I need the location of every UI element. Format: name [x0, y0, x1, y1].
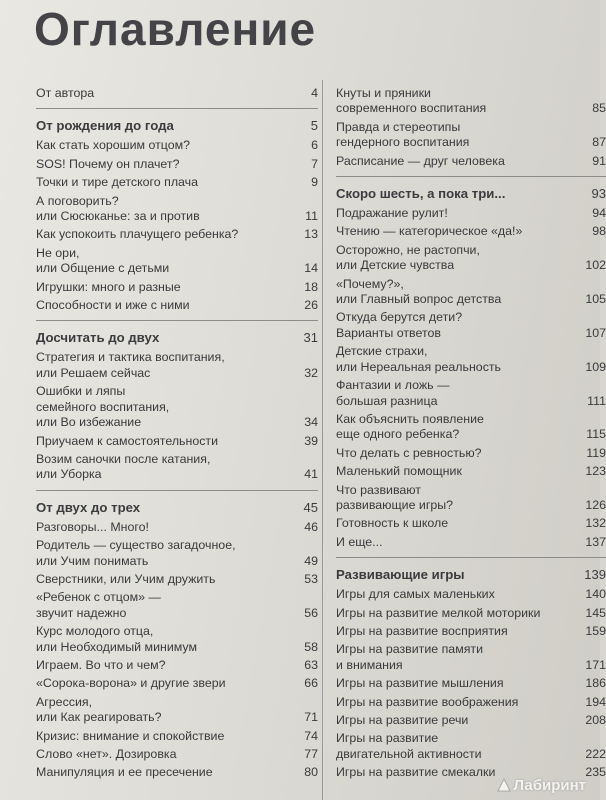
entry-page-number: 74 [304, 728, 318, 743]
entry-title-line: Приучаем к самостоятельности [36, 433, 219, 448]
toc-entry[interactable] [336, 642, 606, 673]
section-title: Развивающие игры [336, 567, 465, 583]
entry-title-line: Маленький помощник [336, 464, 462, 479]
entry-title-line: развивающие игры? [336, 497, 454, 512]
toc-entry[interactable] [336, 676, 606, 691]
entry-title-line: звучит надежно [36, 605, 127, 620]
entry-title-line: Возим саночки после катания, [36, 451, 211, 466]
entry-page-number: 46 [304, 519, 318, 534]
entry-title-line: двигательной активности [336, 746, 482, 761]
watermark-text: Лабиринт [513, 777, 586, 794]
entry-title-line: От автора [36, 86, 95, 100]
toc-entry[interactable] [36, 384, 318, 430]
section-page-number: 139 [584, 567, 606, 583]
toc-entry[interactable] [36, 765, 318, 780]
toc-entry[interactable] [36, 658, 318, 673]
entry-title-line: «Почему?», [336, 276, 404, 291]
entry-title-line: или Нереальная реальность [336, 359, 502, 374]
toc-entry[interactable] [336, 483, 606, 514]
toc-entry[interactable] [336, 713, 606, 728]
entry-page-number: 9 [311, 175, 318, 190]
entry-page-number: 49 [304, 553, 318, 568]
toc-entry[interactable] [36, 434, 318, 449]
toc-entry[interactable] [336, 154, 606, 169]
entry-page-number: 140 [585, 587, 606, 602]
entry-page-number: 63 [304, 657, 318, 672]
entry-title-line: Как стать хорошим отцом? [36, 138, 190, 153]
toc-entry[interactable] [336, 206, 606, 221]
entry-page-number: 14 [304, 261, 318, 276]
entry-title-line: Игры на развитие речи [336, 713, 469, 727]
toc-entry[interactable] [36, 246, 318, 277]
entry-page-number: 98 [592, 224, 606, 239]
entry-page-number: 77 [304, 747, 318, 761]
entry-title-line: или Сюсюканье: за и против [36, 209, 200, 224]
entry-title-line: современного воспитания [336, 101, 487, 116]
entry-page-number: 53 [304, 571, 318, 586]
section-page-number: 93 [591, 186, 606, 202]
entry-title-line: Варианты ответов [336, 325, 441, 340]
entry-title-line: Правда и стереотипы [336, 119, 461, 134]
entry-title-line: Как объяснить появление [336, 411, 484, 426]
entry-page-number: 102 [585, 258, 606, 273]
entry-title-line: Как успокоить плачущего ребенка? [36, 227, 239, 242]
entry-title-line: Точки и тире детского плача [36, 175, 199, 190]
entry-title-line: Стратегия и тактика воспитания, [36, 350, 225, 365]
entry-title-line: или Детские чувства [336, 258, 455, 273]
section-rule-top [336, 176, 606, 177]
entry-page-number: 105 [585, 292, 606, 307]
toc-entry[interactable] [36, 572, 318, 587]
toc-entry[interactable] [336, 464, 606, 479]
toc-entry[interactable] [336, 86, 606, 117]
toc-entry[interactable] [36, 86, 318, 101]
toc-entry[interactable] [36, 175, 318, 190]
entry-title-line: Игры на развитие воображения [336, 694, 519, 709]
entry-title-line: Игры для самых маленьких [336, 587, 495, 602]
entry-title-line: Что развивают [336, 482, 421, 497]
entry-title-line: Откуда берутся дети? [336, 310, 463, 325]
entry-title-line: и внимания [336, 657, 403, 672]
entry-page-number: 186 [585, 676, 606, 691]
toc-column-right [336, 86, 606, 784]
section-page-number: 45 [303, 499, 318, 515]
entry-page-number: 123 [585, 464, 606, 479]
toc-entry[interactable] [36, 227, 318, 242]
entry-page-number: 71 [304, 710, 318, 725]
toc-entry[interactable] [36, 280, 318, 295]
entry-page-number: 18 [304, 279, 318, 294]
entry-title-line: Разговоры... Много! [36, 519, 149, 534]
toc-entry[interactable] [336, 310, 606, 341]
section-page-number: 31 [303, 330, 318, 346]
toc-entry[interactable] [336, 606, 606, 621]
entry-title-line: или Решаем сейчас [36, 365, 151, 380]
entry-page-number: 222 [585, 746, 606, 761]
entry-title-line: И еще... [336, 534, 383, 549]
toc-entry[interactable] [336, 344, 606, 375]
entry-title-line: SOS! Почему он плачет? [36, 156, 180, 171]
entry-title-line: Игры на развитие мелкой моторики [336, 605, 541, 620]
section-heading[interactable] [36, 499, 318, 516]
section-heading[interactable] [336, 185, 606, 202]
toc-entry[interactable] [36, 452, 318, 483]
entry-page-number: 107 [585, 325, 606, 340]
toc-entry[interactable] [336, 624, 606, 639]
entry-page-number: 111 [587, 393, 606, 408]
entry-page-number: 159 [585, 623, 606, 638]
toc-entry[interactable] [336, 412, 606, 443]
section-heading[interactable] [336, 566, 606, 583]
entry-page-number: 145 [585, 605, 606, 620]
section-rule-top [36, 108, 318, 109]
section-rule-top [336, 557, 606, 558]
toc-entry[interactable] [336, 277, 606, 308]
toc-column-left [36, 86, 318, 784]
toc-entry[interactable] [36, 520, 318, 535]
entry-title-line: Агрессия, [36, 694, 93, 709]
entry-page-number: 11 [305, 209, 318, 224]
toc-entry[interactable] [336, 731, 606, 762]
section-title: Досчитать до двух [36, 330, 160, 346]
page-title: Оглавление [34, 3, 317, 55]
toc-entry[interactable] [36, 729, 318, 744]
toc-entry[interactable] [36, 695, 318, 726]
entry-title-line: Слово «нет». Дозировка [36, 747, 177, 761]
entry-title-line: или Как реагировать? [36, 710, 162, 725]
entry-title-line: Способности и иже с ними [36, 298, 190, 313]
entry-title-line: Готовность к школе [336, 516, 449, 531]
entry-page-number: 85 [592, 101, 606, 116]
entry-page-number: 87 [592, 135, 606, 150]
entry-title-line: или Во избежание [36, 415, 142, 430]
entry-title-line: Что делать с ревностью? [336, 445, 482, 460]
toc-entry[interactable] [336, 535, 606, 550]
toc-entry[interactable] [336, 243, 606, 274]
toc-entry[interactable] [36, 676, 318, 691]
section-rule-top [36, 490, 318, 491]
entry-title-line: или Учим понимать [36, 553, 149, 568]
entry-title-line: «Сорока-ворона» и другие звери [36, 676, 226, 691]
entry-page-number: 94 [592, 206, 606, 221]
entry-page-number: 109 [585, 359, 606, 374]
entry-title-line: Родитель — существо загадочное, [36, 538, 236, 553]
entry-page-number: 56 [304, 605, 318, 620]
section-rule-top [36, 320, 318, 321]
entry-title-line: еще одного ребенка? [336, 427, 460, 442]
entry-title-line: Осторожно, не растопчи, [336, 242, 480, 257]
entry-page-number: 66 [304, 676, 318, 691]
section-title: От рождения до года [36, 118, 174, 134]
entry-title-line: Детские страхи, [336, 344, 428, 359]
entry-page-number: 132 [585, 516, 606, 531]
section-page-number: 5 [310, 118, 318, 134]
toc-entry[interactable] [36, 157, 318, 172]
entry-title-line: Чтению — категорическое «да!» [336, 224, 523, 239]
entry-title-line: Расписание — друг человека [336, 153, 505, 168]
entry-page-number: 91 [592, 153, 606, 168]
toc-entry[interactable] [36, 194, 318, 225]
entry-page-number: 80 [304, 765, 318, 780]
entry-title-line: или Уборка [36, 467, 102, 482]
entry-page-number: 171 [585, 657, 606, 672]
entry-page-number: 194 [585, 694, 606, 709]
entry-page-number: 119 [586, 445, 606, 460]
entry-title-line: или Общение с детьми [36, 261, 170, 276]
section-heading[interactable] [36, 329, 318, 346]
entry-title-line: Игры на развитие мышления [336, 676, 504, 691]
entry-page-number: 208 [585, 713, 606, 727]
entry-title-line: Сверстники, или Учим дружить [36, 571, 216, 586]
toc-entry[interactable] [336, 224, 606, 239]
entry-title-line: гендерного воспитания [336, 135, 470, 150]
column-separator [322, 80, 323, 800]
entry-title-line: Не ори, [36, 245, 80, 260]
toc-entry[interactable] [36, 538, 318, 569]
entry-title-line: или Необходимый минимум [36, 639, 197, 654]
toc-entry[interactable] [336, 516, 606, 531]
entry-title-line: Курс молодого отца, [36, 624, 154, 639]
toc-entry[interactable] [36, 624, 318, 655]
entry-title-line: Игры на развитие смекалки [336, 765, 496, 780]
labirint-watermark [497, 777, 586, 794]
toc-entry[interactable] [36, 138, 318, 153]
entry-page-number: 235 [585, 765, 606, 780]
toc-entry[interactable] [336, 587, 606, 602]
toc-entry[interactable] [336, 378, 606, 409]
toc-entry[interactable] [36, 298, 318, 313]
entry-page-number: 26 [304, 298, 318, 313]
toc-entry[interactable] [336, 446, 606, 461]
entry-title-line: семейного воспитания, [36, 399, 170, 414]
entry-page-number: 41 [304, 467, 318, 482]
entry-page-number: 6 [311, 138, 318, 153]
section-title: От двух до трех [36, 499, 141, 515]
entry-title-line: или Главный вопрос детства [336, 292, 502, 307]
entry-title-line: Фантазии и ложь — [336, 378, 450, 393]
entry-title-line: Играем. Во что и чем? [36, 657, 166, 672]
entry-page-number: 58 [304, 639, 318, 654]
entry-title-line: Кризис: внимание и спокойствие [36, 728, 225, 743]
entry-title-line: А поговорить? [36, 193, 119, 208]
entry-title-line: Игрушки: много и разные [36, 279, 181, 294]
entry-title-line: Манипуляция и ее пресечение [36, 765, 213, 780]
entry-page-number: 4 [311, 86, 318, 100]
toc-entry[interactable] [36, 590, 318, 621]
entry-page-number: 34 [304, 415, 318, 430]
entry-title-line: Игры на развитие памяти [336, 642, 484, 657]
entry-page-number: 126 [585, 497, 606, 512]
section-title: Скоро шесть, а пока три... [336, 186, 506, 202]
labirint-logo-icon [497, 778, 511, 792]
entry-title-line: большая разница [336, 393, 438, 408]
entry-page-number: 13 [304, 227, 318, 242]
section-heading[interactable] [36, 117, 318, 134]
entry-page-number: 32 [304, 365, 318, 380]
entry-title-line: Ошибки и ляпы [36, 384, 126, 399]
toc-entry[interactable] [336, 695, 606, 710]
toc-entry[interactable] [36, 747, 318, 762]
entry-page-number: 137 [585, 534, 606, 549]
entry-title-line: Подражание рулит! [336, 206, 448, 221]
entry-title-line: Игры на развитие [336, 731, 439, 746]
entry-title-line: Игры на развитие восприятия [336, 623, 508, 638]
entry-page-number: 7 [311, 156, 318, 171]
toc-entry[interactable] [36, 350, 318, 381]
entry-title-line: Кнуты и пряники [336, 86, 431, 100]
entry-page-number: 115 [586, 427, 606, 442]
toc-entry[interactable] [336, 120, 606, 151]
entry-title-line: «Ребенок с отцом» — [36, 590, 161, 605]
entry-page-number: 39 [304, 433, 318, 448]
